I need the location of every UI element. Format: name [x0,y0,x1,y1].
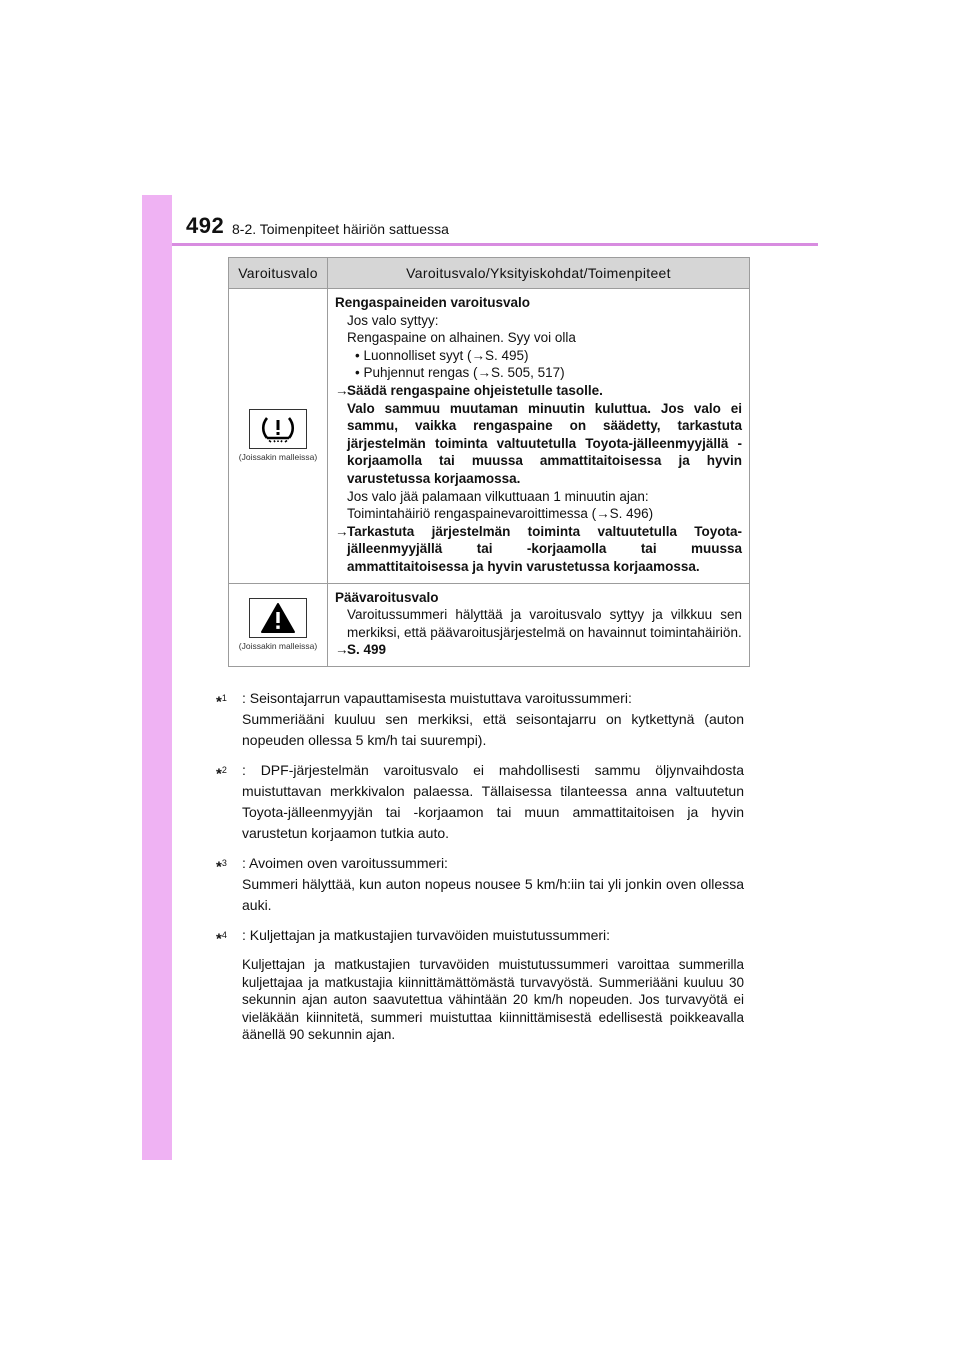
footnote-2 [216,760,744,844]
side-color-band [142,195,172,1160]
footnote-marker: *$^2$ [216,765,227,783]
arrow-icon: → [335,523,349,539]
icon-cell [229,583,328,666]
details-cell [328,583,750,666]
icon-cell [229,289,328,584]
col-header-details: Varoitusvalo/Yksityiskohdat/Toimenpiteet [328,258,750,289]
footnote-1 [216,688,744,751]
arrow-icon: → [335,382,349,398]
row-title: Päävaroitusvalo [335,589,439,605]
footnote-marker: *$^4$ [216,930,227,948]
details-cell [328,289,750,584]
arrow-icon: → [335,642,349,658]
action-line [335,382,742,488]
footnote-text: : Seisontajarrun vapauttamisesta muistuttava varoitussummeri: [242,690,632,706]
footnote-text: : Avoimen oven varoitussummeri: [242,855,448,871]
action-line [335,523,742,576]
page-number: 492 [186,213,225,238]
footnote-text: : Kuljettajan ja matkustajien turvavöiden muistutussummeri: [242,927,611,943]
action-text: S. 499 [347,642,387,658]
detail-line: Jos valo syttyy: [347,312,439,328]
footnotes [216,688,744,1053]
action-text-continued: Valo sammuu muutaman minuutin kuluttua. Jos valo ei sammu, vaikka rengaspaine on säädetty, tarkastuta järjestelmän toiminta valtuutetulla Toyota-jälleenmyyjällä -korjaamolla tai muussa ammattitaitoisessa ja hyvin varustetussa korjaamossa. [347,400,742,486]
master-warning-icon [249,598,307,638]
table-row [229,583,750,666]
tire-pressure-warning-icon [249,409,307,449]
action-text: Tarkastuta järjestelmän toiminta valtuutetulla Toyota-jälleenmyyjällä tai -korjaamolla tai muussa ammattitaitoisessa ja hyvin varustetussa korjaamossa. [347,523,742,574]
icon-caption: (Joissakin malleissa) [238,641,318,652]
detail-line: Jos valo jää palamaan vilkuttuaan 1 minuutin ajan: [347,488,649,504]
table-row [229,289,750,584]
footnote-marker: *$^1$ [216,693,227,711]
section-title: 8-2. Toimenpiteet häiriön sattuessa [232,221,449,237]
detail-line: Rengaspaine on alhainen. Syy voi olla [347,330,576,346]
bullet-item: • Puhjennut rengas (→S. 505, 517) [355,365,565,381]
footnote-text: : DPF-järjestelmän varoitusvalo ei mahdollisesti sammu öljynvaihdosta muistuttavan merkkivalon palaessa. Tällaisessa tilanteessa anna valtuutetun Toyota-jälleenmyyjän tai -korjaamon tai muun ammattitaitoisen ja hyvin varustetun korjaamon tutkia auto. [242,762,744,841]
table-header-row [229,258,750,289]
footnote-text: Summeri hälyttää, kun auton nopeus nousee 5 km/h:iin tai yli jonkin oven ollessa auki. [242,876,744,913]
row-title: Rengaspaineiden varoitusvalo [335,295,531,310]
bullet-item: • Luonnolliset syyt (→S. 495) [355,347,529,363]
icon-caption: (Joissakin malleissa) [238,452,318,463]
detail-line: Varoitussummeri hälyttää ja varoitusvalo syttyy ja vilkkuu sen merkiksi, että päävaroitusjärjestelmä on havainnut toimintahäiriön. [347,607,742,640]
col-header-warning-light: Varoitusvalo [229,258,328,289]
footnote-3 [216,853,744,916]
footnote-marker: *$^3$ [216,858,227,876]
action-line [335,641,742,659]
footnote-text: Kuljettajan ja matkustajien turvavöiden muistutussummeri varoittaa summerilla kuljettajaa ja matkustajia kiinnittämättömästä turvavyöstä. Summeriääni kuuluu 30 sekunnin ajan auton saavutettua vähintään 20 km/h nopeuden. Jos turvavyötä ei vieläkään kiinnitetä, summeri muistuttaa kiinnittämisestä edellisestä poikkeavalla äänellä 90 sekunnin ajan. [242,957,744,1042]
warning-light-table [228,257,750,667]
footnote-text: Summeriääni kuuluu sen merkiksi, että seisontajarru on kytkettynä (auton nopeuden ollessa 5 km/h tai suurempi). [242,711,744,748]
detail-line: Toimintahäiriö rengaspainevaroittimessa (→S. 496) [347,506,654,522]
header-rule [172,243,818,246]
footnote-4 [216,925,744,1044]
action-text: Säädä rengaspaine ohjeistetulle tasolle. [347,382,603,398]
